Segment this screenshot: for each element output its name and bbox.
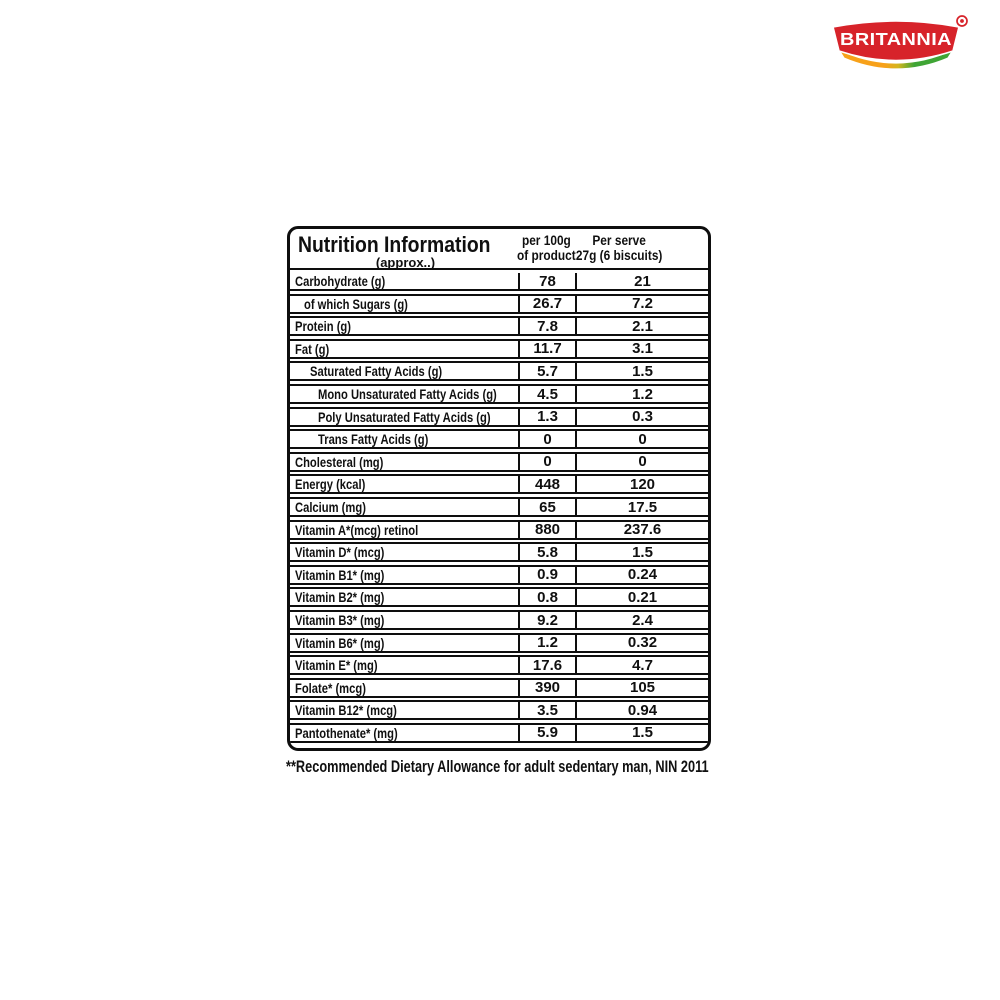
row-label: Mono Unsaturated Fatty Acids (g) — [318, 386, 497, 403]
row-value-per-serve: 0.21 — [627, 588, 658, 606]
row-value-per-100g: 0 — [518, 454, 577, 470]
row-label: Vitamin B3* (mg) — [295, 612, 385, 628]
table-title-block — [298, 232, 524, 270]
row-label: Vitamin D* (mcg) — [295, 544, 385, 561]
row-value-per-100g: 7.8 — [518, 318, 577, 334]
row-value-per-100g: 448 — [518, 476, 577, 492]
col2-line2: 27g (6 biscuits) — [575, 247, 663, 263]
table-row — [290, 474, 708, 494]
table-row — [290, 633, 708, 653]
row-value-per-100g: 0.8 — [518, 589, 577, 605]
table-row — [290, 565, 708, 585]
rows-container — [290, 270, 708, 743]
row-value-per-100g: 78 — [518, 273, 577, 289]
col1-line2: of product — [516, 247, 576, 263]
row-label: Calcium (mg) — [295, 499, 366, 516]
row-label: Vitamin E* (mg) — [295, 657, 378, 674]
col2-line1: Per serve — [592, 233, 646, 248]
row-value-per-serve: 0 — [638, 453, 647, 471]
row-value-per-serve: 1.5 — [632, 724, 653, 742]
row-label: Vitamin A*(mcg) retinol — [295, 521, 419, 538]
row-value-per-serve: 0.32 — [627, 634, 658, 652]
row-label: Vitamin B1* (mg) — [295, 566, 385, 583]
britannia-logo-svg — [826, 12, 968, 76]
row-value-per-100g: 5.9 — [518, 725, 577, 741]
table-title-sub: (approx..) — [375, 255, 436, 270]
row-value-per-serve: 1.5 — [632, 362, 653, 380]
table-row — [290, 520, 708, 540]
table-row — [290, 361, 708, 381]
row-value-per-100g: 5.7 — [518, 363, 577, 379]
row-value-per-100g: 65 — [518, 499, 577, 515]
row-value-per-100g: 880 — [518, 522, 577, 538]
row-value-per-100g: 11.7 — [518, 341, 577, 357]
row-value-per-100g: 1.2 — [518, 635, 577, 651]
row-value-per-100g: 0.9 — [518, 567, 577, 583]
table-row — [290, 273, 708, 291]
table-title: Nutrition Information — [298, 232, 491, 257]
table-row — [290, 655, 708, 675]
row-value-per-100g: 390 — [518, 680, 577, 696]
row-value-per-100g: 1.3 — [518, 409, 577, 425]
row-value-per-100g: 9.2 — [518, 612, 577, 628]
row-value-per-serve: 17.5 — [627, 498, 658, 516]
row-value-per-serve: 0.94 — [627, 701, 658, 719]
row-label: Fat (g) — [295, 340, 330, 357]
table-row — [290, 339, 708, 359]
table-row — [290, 700, 708, 720]
row-value-per-100g: 0 — [518, 431, 577, 447]
row-value-per-100g: 3.5 — [518, 702, 577, 718]
col1-line1: per 100g — [521, 233, 571, 248]
row-label: of which Sugars (g) — [304, 295, 408, 312]
row-value-per-100g: 4.5 — [518, 386, 577, 402]
table-header — [290, 229, 708, 270]
table-row — [290, 429, 708, 449]
table-row — [290, 497, 708, 517]
row-label: Vitamin B2* (mg) — [295, 589, 385, 606]
row-value-per-100g: 17.6 — [518, 657, 577, 673]
row-label: Pantothenate* (mg) — [295, 724, 398, 741]
row-value-per-serve: 21 — [634, 272, 651, 290]
row-value-per-serve: 1.2 — [632, 385, 653, 403]
row-label: Poly Unsaturated Fatty Acids (g) — [318, 408, 491, 425]
row-value-per-100g: 5.8 — [518, 544, 577, 560]
table-row — [290, 542, 708, 562]
row-label: Saturated Fatty Acids (g) — [310, 363, 443, 380]
nutrition-table — [287, 226, 711, 751]
row-label: Cholesteral (mg) — [295, 453, 384, 470]
row-value-per-serve: 0 — [638, 430, 647, 448]
britannia-logo — [826, 12, 968, 76]
row-label: Folate* (mcg) — [295, 679, 366, 696]
row-value-per-serve: 0.3 — [632, 408, 653, 426]
logo-brand-text: BRITANNIA — [840, 29, 952, 49]
logo-registered-icon — [957, 16, 967, 26]
row-label: Carbohydrate (g) — [295, 273, 386, 290]
table-row — [290, 723, 708, 743]
table-row — [290, 678, 708, 698]
row-value-per-serve: 7.2 — [632, 295, 653, 313]
row-value-per-serve: 120 — [629, 475, 656, 493]
row-value-per-100g: 26.7 — [518, 296, 577, 312]
row-label: Vitamin B12* (mcg) — [295, 702, 397, 719]
row-value-per-serve: 2.1 — [632, 317, 653, 335]
table-row — [290, 294, 708, 314]
row-value-per-serve: 237.6 — [623, 521, 662, 539]
row-label: Trans Fatty Acids (g) — [318, 431, 429, 448]
table-row — [290, 452, 708, 472]
row-value-per-serve: 3.1 — [632, 340, 653, 358]
col-header-per-serve — [558, 234, 680, 263]
table-row — [290, 384, 708, 404]
table-row — [290, 407, 708, 427]
row-value-per-serve: 1.5 — [632, 543, 653, 561]
row-value-per-serve: 0.24 — [627, 566, 658, 584]
row-value-per-serve: 4.7 — [632, 656, 653, 674]
row-value-per-serve: 2.4 — [632, 611, 653, 629]
table-row — [290, 587, 708, 607]
row-label: Protein (g) — [295, 318, 351, 335]
table-row — [290, 316, 708, 336]
row-value-per-serve: 105 — [629, 679, 656, 697]
table-row — [290, 610, 708, 630]
row-label: Energy (kcal) — [295, 476, 366, 493]
footnote: **Recommended Dietary Allowance for adult sedentary man, NIN 2011 — [286, 757, 709, 776]
row-label: Vitamin B6* (mg) — [295, 634, 385, 651]
